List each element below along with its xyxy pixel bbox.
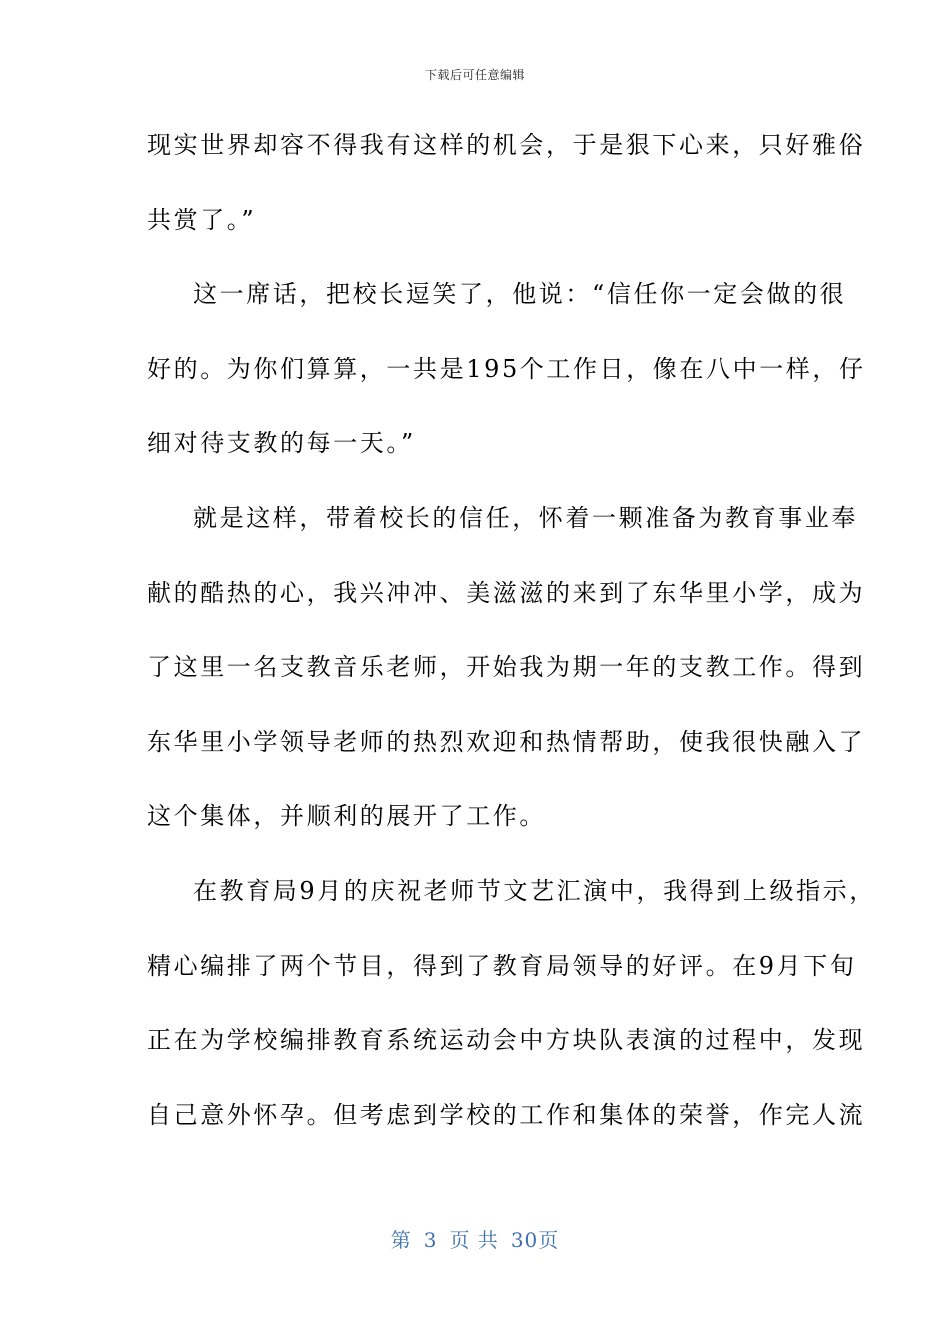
text-line: 献的酷热的心，我兴冲冲、美滋滋的来到了东华里小学，成为 xyxy=(147,578,866,607)
text-line: 东华里小学领导老师的热烈欢迎和热情帮助，使我很快融入了 xyxy=(147,727,866,756)
paragraph-start: 就是这样，带着校长的信任，怀着一颗准备为教育事业奉 xyxy=(193,503,858,532)
page-footer xyxy=(0,1224,950,1253)
text-line: 自己意外怀孕。但考虑到学校的工作和集体的荣誉，作完人流 xyxy=(147,1100,866,1129)
footer-middle: 页 共 xyxy=(449,1228,499,1252)
text-line: 了这里一名支教音乐老师，开始我为期一年的支教工作。得到 xyxy=(147,653,866,682)
page-header: 下载后可任意编辑 xyxy=(424,68,525,82)
text-line: 精心编排了两个节目，得到了教育局领导的好评。在9月下旬 xyxy=(147,951,857,980)
footer-prefix: 第 xyxy=(390,1228,412,1252)
text-line: 共赏了。” xyxy=(147,205,257,234)
footer-page-number: 3 xyxy=(423,1228,438,1252)
text-line: 现实世界却容不得我有这样的机会，于是狠下心来，只好雅俗 xyxy=(147,131,866,159)
paragraph-start: 这一席话，把校长逗笑了，他说：“信任你一定会做的很 xyxy=(193,280,847,309)
text-line: 这个集体，并顺利的展开了工作。 xyxy=(147,802,546,831)
text-line: 正在为学校编排教育系统运动会中方块队表演的过程中，发现 xyxy=(147,1026,866,1055)
body-text xyxy=(147,108,876,1152)
paragraph-start: 在教育局9月的庆祝老师节文艺汇演中，我得到上级指示， xyxy=(193,876,876,905)
text-line: 细对待支教的每一天。” xyxy=(147,429,416,458)
text-line: 好的。为你们算算，一共是195个工作日，像在八中一样，仔 xyxy=(147,354,866,383)
footer-total-pages: 30页 xyxy=(510,1228,560,1252)
